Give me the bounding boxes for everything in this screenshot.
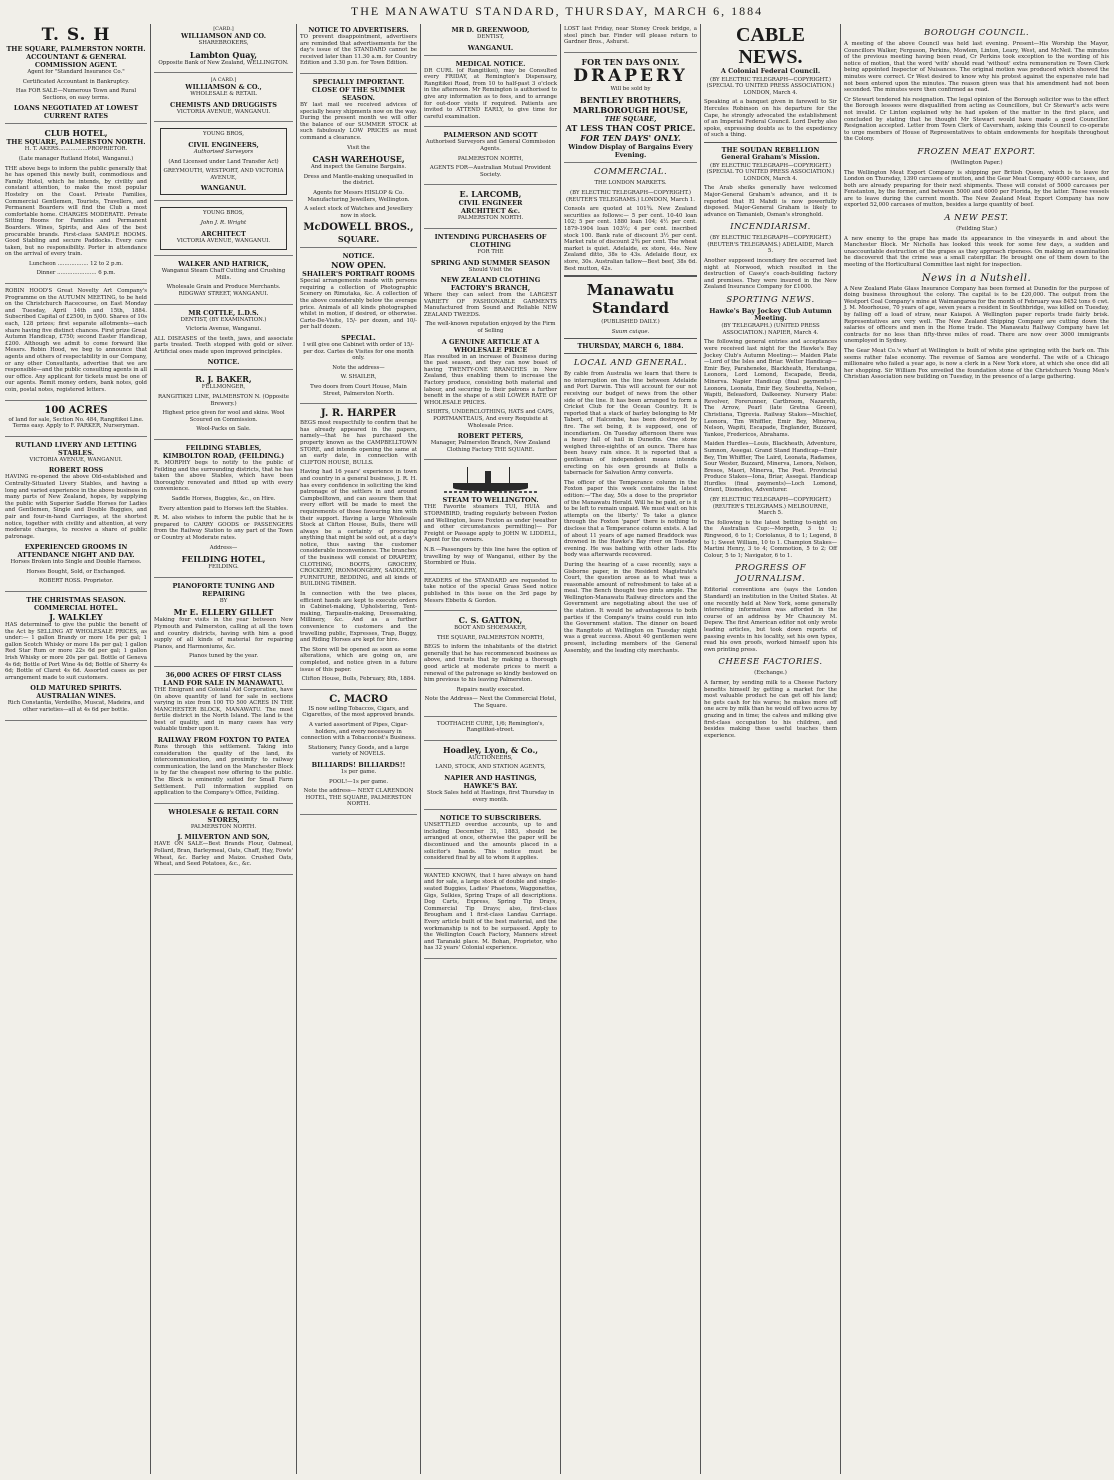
billiards: BILLIARDS! BILLIARDS!!: [311, 760, 406, 769]
should: Should Visit the: [468, 266, 513, 273]
robin-body: ROBIN HOOD'S Great Novelty Art Company's Programme on the AUTUMN MEETING, to be held on the Christchurch Racecourse, on East Monday and Tuesday, April 14th and 15th, 1884. Subscribed Capital of £2500, in 5/00. Shares of 10s each, 128 prizes; first separate allotments—each share having five distinct chances. First prize Great Autumn Handicap, £750; second Easter Handicap, £200. Although we admit to come forward like Messrs. Robin Hood, we beg to announce that agents and others of respectability in our Company, or any other Consultants, advertise that we are responsible—and the public consulting agents in all our office. Any applicant for tickets must be one of our agents. Remit money orders, bank notes, gold coin, postal notes, registered letters.: [5, 288, 147, 393]
drapery: DRAPERY: [573, 65, 688, 86]
baker-addr: RANGITIKEI LINE, PALMERSTON N. (Opposite Brewery.): [158, 394, 289, 407]
lost-body: LOST last Friday, near Stoney Creek bridge, a steel pinch bar. Finder will please return to Gardner Bros., Ashurst.: [564, 26, 697, 46]
intending: INTENDING PURCHASERS OF CLOTHING: [434, 232, 547, 249]
cable-tele: (BY ELECTRIC TELEGRAPH—COPYRIGHT.) (SPECIAL TO UNITED PRESS ASSOCIATION.) LONDON, March 4.: [706, 76, 835, 96]
toothache-ad: [424, 719, 557, 741]
harper-store: The Store will be opened as soon as some alterations, which are going on, are completed, and notice given in a future issue of this paper.: [300, 646, 417, 673]
cheese-body: A farmer, by sending milk to a Cheese Factory benefits himself by getting a market for the most valuable product he can get off his land; he gets cash for his wares; he makes more off one acre by milk than he would off two acres by grazing and in time; the calves and milking give first-class occupation to his children, and besides making these useful teaches them experience.: [704, 679, 837, 739]
walkley-title: J. WALKLEY: [49, 612, 103, 623]
walker-title: WALKER AND HATRICK,: [178, 260, 269, 269]
gillet: Mr E. ELLERY GILLET: [173, 607, 274, 618]
special-body: I will give one Cabinet with order of 15/- per doz. Cartes de Visites for one month only.: [302, 342, 415, 362]
column-3: [296, 24, 420, 1474]
palmerson-title: PALMERSON AND SCOTT: [443, 131, 538, 140]
wanted-ad: [424, 871, 557, 959]
williamson-ad: [154, 24, 293, 73]
steam-ad: [424, 462, 557, 573]
issue-date: THURSDAY, MARCH 6, 1884.: [577, 342, 684, 351]
greenwood-role: DENTIST,: [477, 34, 504, 40]
nzcf-body2: The well-known reputation enjoyed by the Firm of Selling: [425, 321, 556, 335]
feilding-title: FEILDING STABLES,: [185, 444, 262, 453]
steamship-icon: [444, 467, 537, 493]
frozen-body: The Wellington Meat Export Company is shipping per British Queen, which is to leave for London on Thursday, 1390 carcases of mutton, and the Gear Meat Company 4000 carcases, and both are already preparing for their next shipments. These will consist of 5000 carcases per Fenstanton, by the former, and between 5000 and 6000 per Florida, by the latter. These vessels are to leave during the current month. The New Zealand Meat Export Company has now exported 52,000 carcases of mutton, besides a large quantity of beef.: [844, 169, 1109, 209]
club-luncheon: Luncheon .................. 12 to 2 p.m.: [28, 260, 124, 267]
rutland-addr: VICTORIA AVENUE, WANGANUI.: [29, 456, 123, 463]
local-body2: The officer of the Temperance column in the Foxton paper this week contains the latest edition:—'The day, 50s a dose to the proprietor of the Manawatu Herald. Will he be paid, or is it to be left to remain unpaid. We must wait on his attempts on the liberty.' To take a glance through the Foxton 'paper' there is nothing to disclose that a Temperance column exists. A lad of about 11 years of age named Braddock was drowned in the Hawke's Bay river on Tuesday evening. He was bathing with other lads. His body was afterwards recovered.: [564, 479, 697, 559]
club-prop: H. T. AKERS.................PROPRIETOR.: [24, 146, 128, 153]
incend-title: INCENDIARISM.: [730, 222, 811, 233]
close-title: CLOSE OF THE SUMMER SEASON.: [311, 85, 406, 102]
gatton-addr: THE SQUARE, PALMERSTON NORTH,: [436, 634, 545, 641]
repairs: Repairs neatly executed.: [456, 686, 525, 693]
column-4: [420, 24, 560, 1474]
commercial-title: COMMERCIAL.: [593, 167, 668, 178]
notice-title: NOTICE TO ADVERTISERS.: [308, 26, 409, 34]
rutland-title: RUTLAND LIVERY AND LETTING STABLES.: [15, 440, 137, 457]
cash-warehouse-ad: [300, 76, 417, 248]
ross-body: HAVING re-opened the above Old-established and Centrally-Situated Livery Stables, and having a long and varied experience in the above business in many parts of New Zealand, hopes, by supplying the public with Superior Saddle Horses for Ladies and Gentlemen, Single and Double Buggies, and pair and four-in-hand Carriages, at the shortest notice, together with civility and attention, at very moderate charges, to receive a share of public patronage.: [5, 474, 147, 540]
rutland-ad: [5, 439, 147, 592]
cable-sub: A Colonial Federal Council.: [720, 67, 821, 75]
cable-body: Speaking at a banquet given in farewell to Sir Hercules Robinson on his departure for the Cape, he strongly advocated the establishment of an Imperial Federal Council. Lord Derby also spoke, expressing doubts as to the expediency of such a thing.: [704, 99, 837, 139]
tsh-sub: THE SQUARE, PALMERSTON NORTH.: [6, 45, 146, 53]
milverton-ad: [154, 806, 293, 875]
sold-by: Will be sold by: [610, 85, 651, 92]
steam-body: THE Favorite steamers TUI, HUIA and STORMBIRD, trading regularly between Foxton and Wellington, leave Foxton as under (weather and other circumstances permitting)— For Freight or Passage apply to JOHN W. LIDDELL, Agent for the owners.: [424, 504, 557, 544]
borough-title: BOROUGH COUNCIL.: [923, 28, 1030, 38]
shailer-title: SHAILER'S PORTRAIT ROOMS: [302, 270, 415, 279]
macro-body2: A varied assortment of Pipes, Cigar-holders, and every necessary in connection with a Tobacconist's Business.: [301, 721, 416, 742]
notice-advertisers: [300, 24, 417, 74]
cottle-addr: Victoria Avenue, Wanganui.: [185, 326, 262, 333]
auctioneers: AUCTIONEERS,: [468, 754, 513, 761]
tsh-ad: [5, 24, 147, 124]
melbourne-tele: (BY ELECTRIC TELEGRAPH—COPYRIGHT.) (REUTER'S TELEGRAMS.) MELBOURNE, March 5.: [709, 497, 831, 517]
harper-title: J. R. HARPER: [320, 408, 397, 420]
gatton-title: C. S. GATTON,: [458, 615, 523, 626]
young2-name: John J. R. Wright: [200, 219, 247, 226]
cable-title: CABLE NEWS.: [736, 24, 805, 68]
williamson2-card: [A CARD.]: [210, 77, 237, 84]
harper-body3: In connection with the two places, efficient hands are kept to execute orders in Cabinet-making, Upholstering, Tent-making, Tarpaulin-making, Dressmaking, Millinery, &c. And as a further convenience to customers and the travelling public, Expresses, Trap, Buggy, and Riding Horses are kept for hire.: [300, 591, 417, 644]
palmerson-addr: PALMERSTON NORTH,: [457, 155, 524, 162]
jockey-body: The following general entries and acceptances were received last night for the Hawke's Bay Jockey Club's Autumn Meeting:— Maiden Plate—Lord of the Isles and Briar. Welter Handicap—Emir Bey, Paraheneke, Blackheath, Heratanga, Leonora, Lord Lomond, Escapade, Breda, Minerva. Napier Handicap (final payments)—Leonora, Leonata, Emir Bey, Soubretta, Nelson, Wapiti, Beleasford, Dalkeeney. Nursery Plate: Revolver, Forerunner, Cartbroom, Nazareth, The Arrow, Pearl (late Gretna Green), Christiana, Tigrevia. Railway Stakes—Mischief, Leonora, Tim Whiffler, Emir Bey, Minerva, Nelson, Wapiti, Escapade, Englander, Buzzard, Yankee, Fredericos, Abrahams.: [704, 339, 837, 438]
london-markets: THE LONDON MARKETS.: [594, 180, 667, 187]
young-and: (And Licensed under Land Transfer Act): [168, 158, 279, 165]
sporting-title: SPORTING NEWS.: [726, 295, 815, 306]
cottle-notice: NOTICE.: [207, 358, 240, 367]
readers-body: READERS of the STANDARD are requested to take notice of the special Grass Seed notice published in this issue on the 3rd page by Messrs Ebbetts & Gordon.: [424, 577, 557, 604]
shailer-body: Special arrangements made with persons requiring a collection of Photographic Scenery on Rimutaka, &c. A collection of the above considerably below the average price. Animals of all kinds photographed whilst in motion, if desired, or otherwise. Carte-De-Visite, 15/- per dozen, and 10/- per half dozen.: [300, 278, 417, 331]
kimbolton: KIMBOLTON ROAD, (FEILDING.): [162, 452, 285, 461]
palmerson-ad: [424, 129, 557, 185]
subscribers-body: UNSETTLED overdue accounts, up to and including December 31, 1883, should be arranged at once, otherwise the paper will be discontinued and the amounts placed in a solicitor's hands. This notice must be considered final by all to whom it applies.: [424, 822, 557, 862]
morphy-address: Address—: [209, 544, 238, 551]
frozen-title: FROZEN MEAT EXPORT.: [917, 146, 1036, 157]
gatton-ad: [424, 613, 557, 717]
palmerson-sub: Authorised Surveyors and General Commission Agents.: [425, 139, 556, 152]
australian-wines: AUSTRALIAN WINES.: [36, 692, 116, 701]
civil: CIVIL ENGINEER: [458, 199, 523, 208]
steam-note: N.B.—Passengers by this line have the option of travelling by way of Wanganui, either by the Stormbird or Huia.: [424, 546, 557, 567]
peters-sub: Manager, Palmerston Branch, New Zealand Clothing Factory THE SQUARE.: [430, 440, 551, 453]
cottle-ad: [154, 307, 293, 371]
macro-ad: [300, 692, 417, 815]
note-addr: Note the Address— Next the Commercial Hotel, The Square.: [424, 696, 557, 710]
less-than: AT LESS THAN COST PRICE.: [565, 123, 696, 134]
lost-notice: [564, 24, 697, 53]
commercial-hotel-title: COMMERCIAL HOTEL.: [33, 604, 119, 613]
cheese-sub: (Exchange.): [754, 670, 787, 677]
pool: POOL!—1s per game.: [328, 778, 389, 785]
walker-sub: Wanganui Steam Chaff Cutting and Crushing Mills.: [161, 268, 286, 281]
saddle: Saddle Horses, Buggies, &c., on Hire.: [171, 496, 276, 502]
williamson-addr: Opposite Bank of New Zealand, WELLINGTON.: [158, 59, 289, 66]
tsh-cert: Certificated Accountant in Bankruptcy.: [22, 78, 130, 85]
williamson2-chem: CHEMISTS AND DRUGGISTS: [170, 100, 277, 109]
bentley: BENTLEY BROTHERS,: [579, 95, 682, 106]
palmerson-agents: AGENTS FOR—Australian Mutual Provident Society.: [429, 165, 552, 178]
local-title: LOCAL AND GENERAL.: [573, 358, 688, 369]
incend-body: Another supposed incendiary fire occurred last night at Norwood, which resulted in the destruction of Casey's coach-building factory and premises. They were insured in the New Zealand Insurance Company for £1000.: [704, 258, 837, 291]
morphy-attn: Every attention paid to Horses left the Stables.: [159, 505, 288, 512]
young-sub: CIVIL ENGINEERS,: [188, 140, 259, 149]
ross-grooms: EXPERIENCED GROOMS IN ATTENDANCE NIGHT AND DAY.: [17, 543, 135, 560]
tsh-has: Has FOR SALE—Numerous Town and Rural Sections, on easy terms.: [15, 88, 137, 101]
soudan-body: The Arab sheiks generally have welcomed Major-General Graham's advance, and it is reported that El Mahdi is now powerfully disposed. Major-General Graham is likely to advance on Tamanieb, Osman's stronghold.: [704, 185, 837, 218]
tsh-agent: Agent for "Standard Insurance Co.": [27, 69, 125, 75]
peters: ROBERT PETERS,: [457, 432, 524, 441]
feilding-hotel: FEILDING HOTEL,: [181, 554, 266, 565]
shailer-addr: Two doors from Court House, Main Street, Palmerston North.: [310, 384, 407, 397]
ross-horses: Horses Broken into Single and Double Harness.: [10, 559, 142, 566]
pest-sub: (Feilding Star.): [956, 226, 997, 233]
pest-body: A new enemy to the grape has made its appearance in the vineyards in and about the Manchester Block. Mr Nicholls has looked this week for some few days, a sudden and unaccountable destruction of the grapes as they approach ripeness. On making an examination he discovered that the crime was a small caterpillar. He brought one of them down to the meeting of the Horticultural Committee last night for inspection.: [844, 235, 1109, 269]
tsh-loans: LOANS NEGOTIATED AT LOWEST CURRENT RATES: [13, 104, 139, 121]
acres-title: 36,000 ACRES OF FIRST CLASS LAND FOR SALE IN MANAWATU.: [163, 670, 284, 687]
hawkes: HAWKE'S BAY.: [463, 782, 518, 790]
walker-hatrick-ad: [154, 258, 293, 304]
shailer-sig: W. SHAILER,: [340, 374, 377, 381]
medical-title: MEDICAL NOTICE.: [455, 59, 526, 68]
harper-body2: Having had 16 years' experience in town and country in a general business, J. R. H. has every confidence in soliciting the kind patronage of the settlers in and around Campbelltown, and can assure them that every effort will be made to meet the requirements of those favouring him with their support. Having a large Wholesale Stock at Clifton House, Bulls, there will always be a certainty of procuring anything that might be sold out, at a day's notice, thus saving the customer considerable inconvenience. The branches of the business will consist of DRAPERY, CLOTHING, BOOTS, GROCERY, CROCKERY, IRONMONGERY, SADDLERY, FURNITURE, BEDDING, and all kinds of BUILDING TIMBER.: [300, 469, 417, 588]
progress-title: PROGRESS OF JOURNALISM.: [734, 563, 807, 585]
nutshell-title: News in a Nutshell.: [921, 272, 1032, 284]
window: Window Display of Bargains Every Evening.: [568, 143, 693, 160]
note: Note the address—: [332, 364, 385, 371]
medical-body: DR CURL (of Rangitikei), may be Consulted every FRIDAY, at Remington's Dispensary, Rangitikei Road, from 10 to half-past 3 o'clock in the afternoon. Mr Remington is authorised to give any information as to fees, and to arrange for out-door visits if required. Patients are invited to ATTEND EARLY, to give time for careful examination.: [424, 67, 557, 120]
select: A select stock of Watches and Jewellery now in stock.: [304, 206, 413, 219]
markets-tele: (BY ELECTRIC TELEGRAPH—COPYRIGHT.) (REUTER'S TELEGRAMS.) LONDON, March 1.: [566, 189, 695, 203]
cheese-title: CHEESE FACTORIES.: [718, 657, 823, 668]
morphy-body2: R. M. also wishes to inform the public that he is prepared to CARRY GOODS or PASSENGERS from the Railway Station to any part of the Town or Country at Moderate rates.: [154, 515, 293, 541]
for-the: FOR THE: [477, 248, 504, 255]
milverton-town: PALMERSTON NORTH.: [190, 823, 257, 830]
baker-packs: Wool-Packs on Sale.: [196, 426, 251, 433]
baker-body: Highest price given for wool and skins. Wool Scoured on Commission.: [162, 410, 285, 423]
tsh-role: ACCOUNTANT & GENERAL COMMISSION AGENT.: [26, 53, 126, 69]
young-addr: GREYMOUTH, WESTPORT, AND VICTORIA AVENUE,: [163, 168, 284, 181]
square: THE SQUARE,: [604, 115, 657, 124]
harper-body: BEGS most respectfully to confirm that he has already appeared in the papers, namely—that he has purchased the property known as the CAMPBELLTOWN STORE, and intends opening the same at an early date, in connection with CLIFTON HOUSE, BULLS.: [300, 420, 417, 466]
young2-addr: VICTORIA AVENUE, WANGANUI.: [176, 237, 271, 244]
club-body: THE above begs to inform the public generally that he has opened this newly built, commodious and Family Hotel, which he intends, by civility and constant attention, to make the most popular Hostelry on the Coast. Private Families, Commercial Gentlemen, Tourists, Travellers, and Permanent Boarders will find the Club a most comfortable home. CHARGES MODERATE. Private Sitting Rooms for Families and Permanent Boarders. Wines, Spirits, and Ales of the best procurable brands. First-class SAMPLE ROOMS. Good Stabling and secure Paddocks. Every care taken, but no responsibility. Porter in attendance on the arrival of every train.: [5, 165, 147, 258]
milverton-body: HAVE ON SALE—Best Brands Flour, Oatmeal, Pollard, Bran, Barleymeal, Oats, Chaff, Hay, Fowls' Wheat, &c. Barley and Maize. Crushed Oats, Wheat, and Seed Potatoes, &c., &c.: [154, 841, 293, 868]
ross-sig: ROBERT ROSS. Proprietor.: [38, 578, 114, 585]
game: 1s per game.: [340, 768, 377, 775]
jockey-body2: Maiden Hurdles—Louis, Blackheath, Adventure, Sumnon, Assegai. Grand Stand Handicap—Emir Bey, Tim Whiffler, The Laird, Leonata, Radames, Sour Wester, Buzzard, Minerva, Lenora, Nelson, Bresos, Maori, Minerva, The Poet. Provincial Produce Stakes—Iona, Briar, Assegai. Handicap Hurdles (final payments)—Loch Lomond, Orient, Diomedes, Adventurer.: [704, 441, 837, 494]
club-sub: THE SQUARE, PALMERSTON NORTH.: [6, 138, 146, 147]
walkley-matured: OLD MATURED SPIRITS.: [30, 684, 122, 693]
shailer-ad: [300, 250, 417, 404]
walker-body: Wholesale Grain and Produce Merchants. RIDGWAY STREET, WANGANUI.: [166, 284, 281, 297]
wanted-body: WANTED KNOWN, that I have always on hand and for sale, a large stock of double and single-seated Buggies, Ladies' Phaetons, Waggonettes, Gigs, Sulkies, Spring Traps of all descriptions. Dog Carts, Express, Spring Tip Drays, Commercial Tip Drays; also, first-class Brougham and 1 first-class Landau Carriage. Every article built of the best material, and the workmanship is not to be surpassed. Apply to the Wellington Coach Factory, Manners street and Taranaki place. M. Bohan, Proprietor, who has 32 years' Colonial experience.: [424, 872, 557, 952]
toothache: TOOTHACHE CURE, 1/6; Remington's, Rangitikei-street.: [436, 720, 545, 734]
young-title: YOUNG BROS,: [203, 131, 244, 138]
subscribers-notice: [424, 812, 557, 869]
williamson2-sub: WHOLESALE & RETAIL: [190, 91, 257, 98]
piano-by: BY: [219, 597, 228, 604]
cottle-body: ALL DISEASES of the teeth, jaws, and associate parts treated. Teeth stopped with gold or silver. Artificial ones made upon improved principles.: [154, 335, 293, 355]
greenwood-ad: [424, 24, 557, 56]
nutshell-body: A New Zealand Plate Glass Insurance Company has been formed at Dunedin for the purpose of doing business throughout the colony. The capital is to be £20,000. The output from the Westport Coal Company's mine at Waimangaroa for the month of February was 8452 tons 6 cwt. J. M. Moorhouse, 70 years of age, seven years a resident in Southbridge, was killed on Tuesday, by falling off a load of straw, near Kaiapoi. A Wellington paper reports trade fairly brisk. Representatives are very well. The New Zealand Shipping Company are cutting down the salaries of officers and men in the Home trade. The Manawatu Railway Company have let contracts for no less than fifty-three miles of road. There are now over 3000 immigrants unemployed in Sydney.: [844, 285, 1109, 345]
specially-title: SPECIALLY IMPORTANT.: [312, 77, 405, 86]
tsh-title: T. S. H: [41, 25, 111, 45]
subscribers-title: NOTICE TO SUBSCRIBERS.: [439, 814, 542, 823]
hoadley-sub: LAND, STOCK, AND STATION AGENTS,: [435, 764, 546, 771]
cottle-title: MR COTTLE, L.D.S.: [188, 308, 259, 317]
medical-ad: [424, 58, 557, 128]
larcomb-ad: [424, 187, 557, 229]
feilding-small: FEILDING.: [208, 564, 239, 571]
clothing-factory-ad: [424, 231, 557, 460]
young-town: WANGANUI.: [200, 184, 247, 193]
gatton-body: BEGS to inform the inhabitants of the district generally that he has recommenced business as above, and trusts that by making a thorough good article at moderate prices to merit a renewal of the patronage so kindly bestowed on him previous to his leaving Palmerston.: [424, 644, 557, 684]
williamson-title: WILLIAMSON AND CO.: [181, 32, 266, 40]
hoadley-body: Stock Sales held at Hastings, first Thursday in every month.: [426, 790, 555, 803]
piano-body: Making four visits in the year between New Plymouth and Palmerston, calling at all the town and country districts, having with him a good supply of all kinds of material for repairing Pianos, and Harmoniums, &c.: [154, 617, 293, 650]
pest-title: A NEW PEST.: [944, 213, 1009, 224]
soudan-sub: General Graham's Mission.: [721, 152, 820, 161]
agents: Agents for Messrs HISLOP & Co. Manufacturing Jewellers, Wellington.: [307, 189, 410, 203]
ross-title: ROBERT ROSS: [48, 466, 104, 475]
suum: Suum cuique.: [611, 328, 650, 335]
close-body: BY last mail we received advices of specially heavy shipments now on the way. During the present month we will offer the balance of our SUMMER STOCK at such fabulously LOW PRICES as must command a clearance.: [300, 101, 417, 141]
melbourne-body: The following is the latest betting to-night on the Australian Cup:—Morpeth, 3 to 1; Ringwood, 6 to 1; Coriolanus, 8 to 1; Legend, 8 to 1; Sweet William, 10 to 1. Champion Stakes—Martini Henry, 3 to 4; Commotion, 5 to 2; Off Colour, 5 to 1; Navigator, 6 to 1.: [704, 519, 837, 559]
frozen-sub: (Wellington Paper.): [950, 159, 1003, 166]
williamson-card: [CARD.]: [213, 26, 234, 32]
baker-sub: FELLMONGER,: [201, 384, 246, 391]
hoadley-ad: [424, 743, 557, 810]
jockey-title: Hawke's Bay Jockey Club Autumn Meeting.: [709, 307, 832, 322]
lambton-quay: Lambton Quay,: [189, 49, 258, 60]
young-bros-ad: [154, 124, 293, 201]
aus-body: Rich Constantia, Verdeilho, Muscat, Madeira, and other varieties—all at 4s 6d per bottle.: [7, 700, 145, 713]
published: (PUBLISHED DAILY.): [601, 319, 660, 326]
nutshell-body2: The Gear Meat Co.'s wharf at Wellington is built of white pine springing with the bark on. This seems rather false economy. The revenue of Samoa are wonderful. The wife of a Chicago millionaire who failed a year ago, is now a clerk in a New York store, at which she once did all her shopping. Sir William Fox unveiled the foundation stone of the Christchurch Young Men's Christian Association new building on Tuesday, in the presence of a large gathering.: [844, 347, 1109, 381]
square: SQUARE.: [337, 234, 380, 245]
ten-only: FOR TEN DAYS' ONLY.: [580, 133, 681, 144]
baker-title: R. J. BAKER,: [195, 374, 252, 385]
jockey-tele: (BY TELEGRAPH.) (UNITED PRESS ASSOCIATION.) NAPIER, March 4.: [721, 323, 820, 336]
borough-body: A meeting of the above Council was held last evening. Present—His Worship the Mayor, Councillors Walker, Ferguson, Perkins, Mowlem, Linton, Leary, West, and McNeil. The minutes of the previous meeting having been read, Cr Perkins took exception to the wording of his notice of motion, that the word 'with' should read 'without' extra remuneration re Town Clerk being appointed Inspector of Nuisances. The original motion was produced which showed the minutes were correct. Cr West desired to know why his protest against the expensive rate had not been entered upon the minutes. The reason given was that his amendment had not been seconded. The minutes were then confirmed as read.: [844, 41, 1109, 94]
williamson-chemists-ad: [154, 75, 293, 122]
ten-days: FOR TEN DAYS ONLY.: [581, 56, 680, 67]
walkley-body: HAS determined to give the public the benefit of the Act by SELLING AT WHOLESALE PRICES, as under:— 1 gallon Brandy or more 16s per gal; 1 gallon Scotch Whisky or more 18s per gal; 1 gallon Red Star Rum or more 22s 6d per gal; 1 gallon Irish Whisky or more 20s per gal. Bottle of Geneva 4s 6d; Bottle of Port Wine 4s 6d; Bottle of Sherry 4s 6d; Bottle of Claret 4s 6d. Assorted cases as per arrangement made to suit customers.: [5, 622, 148, 681]
visit: Visit the: [347, 144, 370, 151]
xmas-title: THE CHRISTMAS SEASON.: [26, 596, 126, 605]
shirts: SHIRTS, UNDERCLOTHING, HATS and CAPS, PORTMANTEAUS, And every Requisite at Wholesale Price.: [426, 409, 555, 429]
baker-ad: [154, 372, 293, 440]
paper-title: Manawatu Standard: [586, 281, 675, 318]
harper-ad: [300, 406, 417, 690]
steam-title: STEAM TO WELLINGTON.: [442, 496, 539, 505]
column-5: [560, 24, 700, 1474]
genuine: A GENUINE ARTICLE AT A WHOLESALE PRICE: [441, 337, 540, 354]
hoadley-title: Hoadley, Lyon, & Co.,: [442, 744, 539, 755]
robin-hood-ad: [5, 286, 147, 401]
soudan-tele: (BY ELECTRIC TELEGRAPH—COPYRIGHT.) (SPECIAL TO UNITED PRESS ASSOCIATION.) LONDON, March 4.: [706, 162, 835, 182]
acres-body2: Runs through this settlement. Taking into consideration the quality of the land, its intercommunication, and proximity to railway communication, the land on the Manchester Block is by far the cheapest now offering to the public. The Block is eminently suited for Small Farm Settlement. Full information supplied on application to the Company's Office, Feilding.: [154, 744, 293, 797]
notice2: NOTICE.: [342, 252, 375, 261]
wholesale-title: WHOLESALE & RETAIL CORN STORES,: [168, 807, 279, 824]
markets-body: Consols are quoted at 101¾. New Zealand securities as follows:— 5 per cent. 10-40 loan 102; 5 per cent. 1880 loan 104; 4½ per cent. 1879-1904 loan 103½; 4 per cent. inscribed stock 100. Bank rate of discount 3½ per cent. Market rate of discount 2¾ per cent. The wheat market is quiet. Adelaide, ex store, 44s. New Zealand ditto, 38s to 43s. Adelaide flour, ex store, 30s. Australian tallow—Best beef, 38s 6d. Best mutton, 42s.: [564, 206, 697, 272]
club-late: (Late manager Rutland Hotel, Wanganui.): [18, 155, 134, 162]
club-dinner: Dinner ....................... 6 p.m.: [36, 270, 116, 277]
hundred-title: 100 ACRES: [44, 404, 108, 416]
hundred-acres-ad: [5, 403, 147, 437]
piano-ad: [154, 580, 293, 667]
napier: NAPIER AND HASTINGS,: [444, 774, 537, 782]
progress-body: Editorial conventions are (says the London Standard) an institution in the United States. At one recently held at New York, some generally interesting information was afforded in the course of an address by Mr Chauncey M. Depew. The first American editor not only wrote leading articles, but took down reports of passing events in his locality, set his own types, read his own proofs, worked himself upon his own printing press.: [704, 587, 837, 653]
bentley-ad: [564, 55, 697, 164]
macro-body: IS now selling Tobaccos, Cigars, and Cigarettes, of the most approved brands.: [302, 705, 415, 719]
gatton-sub: BOOT AND SHOEMAKER,: [454, 625, 527, 632]
now-open: NOW OPEN.: [331, 260, 386, 271]
williamson2-title: WILLIAMSON & CO.,: [185, 83, 262, 92]
macro-title: C. MACRO: [329, 693, 388, 705]
local-body3: During the hearing of a case recently, says a Gisborne paper, in the Resident Magistrate's Court, the question arose as to what was a reasonable amount of refreshment to take at a meal. The Bench thought two pints ample. The Wellington-Manawatu Railway directors and the Government are negotiating about the use of the station. It would be advantageous to both parties if the Company's trains could run into the Government station. The dinner on board the Rangitoto at Wellington on Tuesday night was a great success. About 40 gentlemen were present, including members of the General Assembly, and the leading city merchants.: [564, 561, 697, 654]
soudan-title: THE SOUDAN REBELLION: [721, 145, 820, 154]
nzcf-body3: Has resulted in an increase of Business during the past season, and they can now boast of having TWENTY-ONE BRANCHES in New Zealand, thus enabling them to increase the Factory produce, consisting both material and labour, and securing to their patrons a further benefit in the shape of a still LOWER RATE OF WHOLESALE PRICES.: [424, 353, 557, 406]
larcomb-addr: PALMERSTON NORTH.: [457, 215, 524, 222]
larcomb-title: E. LARCOMB,: [459, 189, 522, 200]
macro-addr: Note the address— NEXT CLARENDON HOTEL, THE SQUARE, PALMERSTON NORTH.: [303, 788, 414, 808]
walkley-ad: [5, 594, 147, 721]
morphy-body: R. MORPHY begs to notify to the public of Feilding and the surrounding districts, that he has taken the above Stables, which have been thoroughly renovated and fitted up with every convenience.: [154, 460, 293, 493]
piano-title: PIANOFORTE TUNING AND REPAIRING: [172, 581, 275, 598]
spring: SPRING AND SUMMER SEASON: [430, 258, 551, 267]
hundred-body: of land for sale, Section No. 484, Rangitikei Line. Terms easy. Apply to F. PARKER, Nurseryman.: [8, 416, 144, 430]
harper-date: Clifton House, Bulls, February, 8th, 1884.: [301, 676, 416, 683]
young-architect-ad: [154, 203, 293, 256]
borough-body2: Cr Stewart tendered his resignation. The legal opinion of the Borough solicitor was to the effect the Borough lessees were disqualified from acting as Councillors, but Cr Stewart's acts were not invalid. Cr Linton explained why he had spoken of the matter in the first place, and concluded by stating that he thought Mr Stewart would have made a good Councillor. Resignation accepted. Letter from Town Clerk of Caversham, asking this Council to co-operate to urge members of House of Representatives to obtain endowments for hospitals throughout the Colony.: [844, 96, 1109, 143]
readers-notice: [424, 576, 557, 611]
column-1: [2, 24, 150, 1474]
mcdowell: McDOWELL BROS.,: [303, 222, 414, 234]
incend-tele: (BY ELECTRIC TELEGRAPH—COPYRIGHT.) (REUTER'S TELEGRAMS.) ADELAIDE, March 5.: [707, 235, 834, 255]
inspect: And inspect the Genuine Bargains.: [310, 164, 407, 171]
feilding-stables-ad: [154, 442, 293, 578]
page-masthead: THE MANAWATU STANDARD, THURSDAY, MARCH 6, 1884: [350, 4, 764, 18]
cash-warehouse: CASH WAREHOUSE,: [312, 154, 405, 165]
young2-role: ARCHITECT: [201, 229, 246, 238]
column-7: [840, 24, 1112, 1474]
dress: Dress and Mantle-making unequalled in the district.: [303, 173, 414, 187]
marlborough: MARLBOROUGH HOUSE,: [572, 105, 689, 116]
milverton-title: J. MILVERTON AND SON,: [177, 833, 270, 842]
young-auth: Authorised Surveyors: [193, 148, 254, 155]
acres-ad: [154, 669, 293, 804]
club-hotel-ad: [5, 126, 147, 284]
local-body: By cable from Australia we learn that there is no interruption on the line between Adelaide and Port Darwin. This will account for our not receiving our budget of news from the other side of the line. It has been arranged to form a Cricket Club for the Ocean Country. It is reported that a stack of barley belonging to Mr Tabert, of Halcombe, has been destroyed by fire. The set being, it is supposed, one of incendiarism. On Tuesday afternoon there was a heavy fall of hail in Dunedin. One stone weighed three-eighths of an ounce. There has been heavy rain since. It is reported that a gentleman of independent means intends erecting on his own grounds at Bulls a tabernacle for Salvation Army converts.: [564, 371, 697, 477]
piano-tuned: Pianos tuned by the year.: [188, 653, 259, 660]
nzcf-body: Where they can select from the LARGEST VARIETY OF FASHIONABLE GARMENTS Manufactured from Sound and Reliable NEW ZEALAND TWEEDS.: [424, 292, 557, 318]
greenwood-title: MR D. GREENWOOD,: [451, 26, 530, 34]
acres-body: THE Emigrant and Colonial Aid Corporation, have (in above quantity of land for sale in sections varying in size from 100 TO 500 ACRES IN THE MANCHESTER BLOCK, MANAWATU. The most fertile district in the North Island. The land is the best of quality, and in many cases has very valuable timber upon it.: [154, 686, 293, 733]
notice-body: TO prevent disappointment, advertisers are reminded that advertisements for the day's issue of the STANDARD cannot be received later than 11.30 a.m. for Country Edition and 3.30 p.m. for Town Edition.: [300, 34, 417, 67]
club-title: CLUB HOTEL,: [44, 128, 108, 139]
macro-body3: Stationery, Fancy Goods, and a large variety of NOVELS.: [308, 744, 409, 758]
nzcf: NEW ZEALAND CLOTHING FACTORY'S BRANCH,: [440, 276, 541, 293]
railway: RAILWAY FROM FOXTON TO PATEA: [157, 736, 290, 745]
ross-sold: Horses Bought, Sold, or Exchanged.: [26, 568, 126, 575]
special-title: SPECIAL.: [341, 334, 376, 343]
williamson-sub: SHAREBROKERS,: [198, 40, 249, 46]
williamson2-addr: VICTORIA AVENUE, WANGANUI.: [176, 108, 271, 115]
cottle-sub: DENTIST, (BY EXAMINATION.): [180, 316, 267, 323]
column-6: [700, 24, 840, 1474]
architect: ARCHITECT &c.: [461, 207, 520, 216]
greenwood-town: WANGANUI.: [467, 43, 514, 52]
column-2: [150, 24, 296, 1474]
young2-title: YOUNG BROS,: [203, 210, 244, 217]
